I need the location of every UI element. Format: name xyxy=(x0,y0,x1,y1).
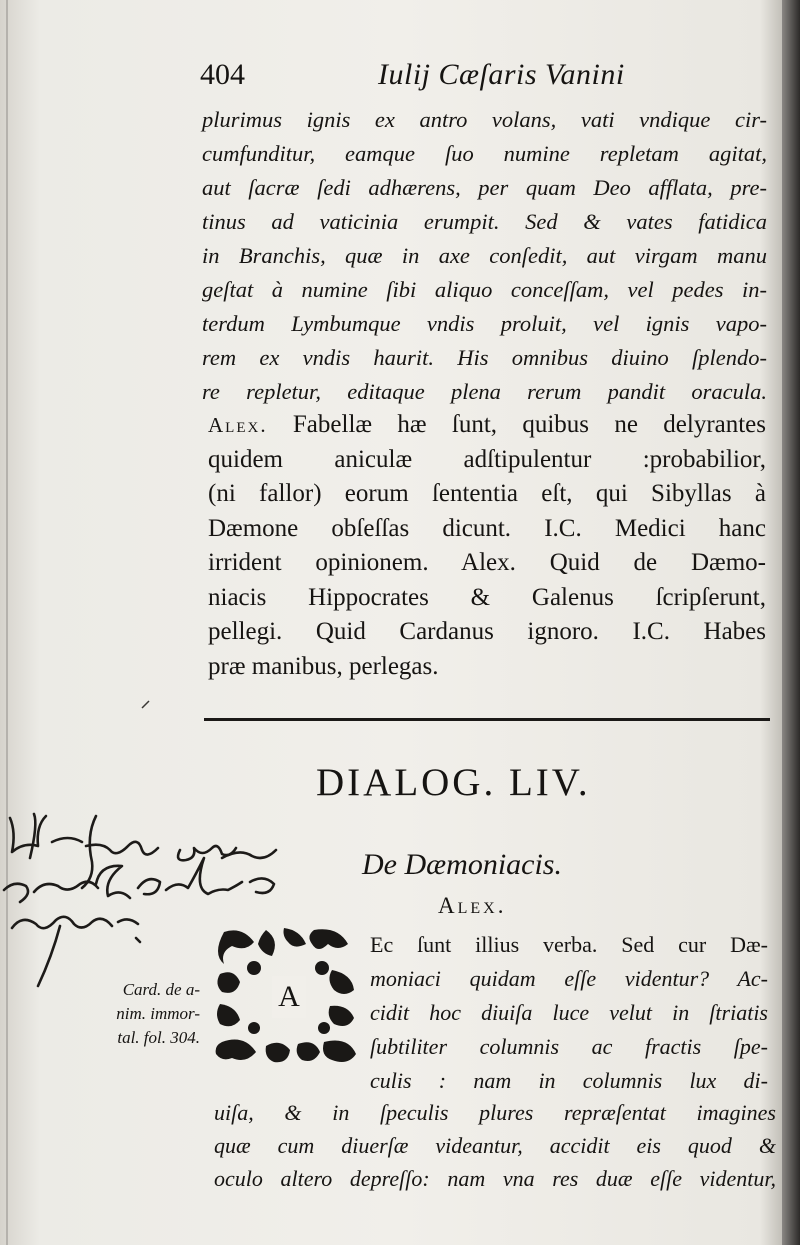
text-line: geſtat à numine ſibi aliquo conceſſam, vel pedes in- xyxy=(202,277,767,302)
text-line: culis : nam in columnis lux di- xyxy=(370,1068,768,1093)
speaker-heading: Alex. xyxy=(438,893,507,918)
ink-speck xyxy=(140,698,152,710)
text-line-rest: Fabellæ hæ ſunt, quibus ne delyrantes xyxy=(292,411,767,438)
text-line: terdum Lymbumque vndis proluit, vel ignis vapo- xyxy=(202,311,767,336)
text-line: irrident opinionem. Alex. Quid de Dæmo- xyxy=(208,549,766,576)
roman-passage xyxy=(208,408,766,684)
page-number: 404 xyxy=(200,58,245,91)
section-title: De Dæmoniacis. xyxy=(362,848,562,881)
text-line: rem ex vndis haurit. His omnibus diuino ſplendo- xyxy=(202,345,767,370)
text-line: in Branchis, quæ in axe conſedit, aut virgam manu xyxy=(202,243,767,268)
dialog-body-text xyxy=(214,1096,776,1195)
text-line: præ manibus, perlegas. xyxy=(208,652,439,680)
text-line: tinus ad vaticinia erumpit. Sed & vates fatidica xyxy=(202,209,767,234)
text-line: plurimus ignis ex antro volans, vati vndique cir- xyxy=(202,107,767,132)
page-header xyxy=(200,58,760,102)
dialog-title: DIALOG. LIV. xyxy=(316,761,591,804)
marginal-note-line: Card. de a- xyxy=(122,980,200,999)
text-line: quidem aniculæ adſtipulentur :probabilior, xyxy=(208,445,766,473)
text-line: re repletur, editaque plena rerum pandit oracula. xyxy=(202,379,767,404)
text-line xyxy=(208,408,766,443)
text-line: moniaci quidam eſſe videntur? Ac- xyxy=(370,966,768,991)
dialog-opening-text xyxy=(370,928,768,1098)
marginal-note-line: nim. immor- xyxy=(116,1004,200,1023)
text-line: Dæmone obſeſſas dicunt. I.C. Medici hanc xyxy=(208,514,766,542)
text-line: aut ſacræ ſedi adhærens, per quam Deo afflata, pre- xyxy=(202,175,767,200)
gutter-line xyxy=(6,0,8,1245)
text-line: quæ cum diuerſæ videantur, accidit eis quod & xyxy=(214,1133,776,1158)
page-edge-shadow xyxy=(782,0,800,1245)
text-line: niacis Hippocrates & Galenus ſcripſerunt, xyxy=(208,583,766,611)
text-line: (ni fallor) eorum ſententia eſt, qui Sibyllas à xyxy=(208,480,766,507)
initial-letter: A xyxy=(272,976,306,1018)
marginal-note-line: tal. fol. 304. xyxy=(117,1028,200,1047)
text-line: uiſa, & in ſpeculis plures repræſentat imagines xyxy=(214,1100,776,1125)
text-line: cidit hoc diuiſa luce velut in ſtriatis xyxy=(370,1000,768,1025)
section-rule xyxy=(204,718,770,721)
handwritten-annotation xyxy=(0,798,340,1008)
text-line: pellegi. Quid Cardanus ignoro. I.C. Habes xyxy=(208,618,766,645)
speaker-label: Alex. xyxy=(208,413,268,437)
text-line: cumfunditur, eamque ſuo numine repletam agitat, xyxy=(202,141,767,166)
running-head: Iulij Cæſaris Vanini xyxy=(378,58,625,91)
text-line: oculo altero depreſſo: nam vna res duæ eſſe videntur, xyxy=(214,1166,776,1191)
text-line: ſubtiliter columnis ac fractis ſpe- xyxy=(370,1034,768,1059)
text-line: Ec ſunt illius verba. Sed cur Dæ- xyxy=(370,932,768,957)
italic-passage xyxy=(202,103,767,409)
